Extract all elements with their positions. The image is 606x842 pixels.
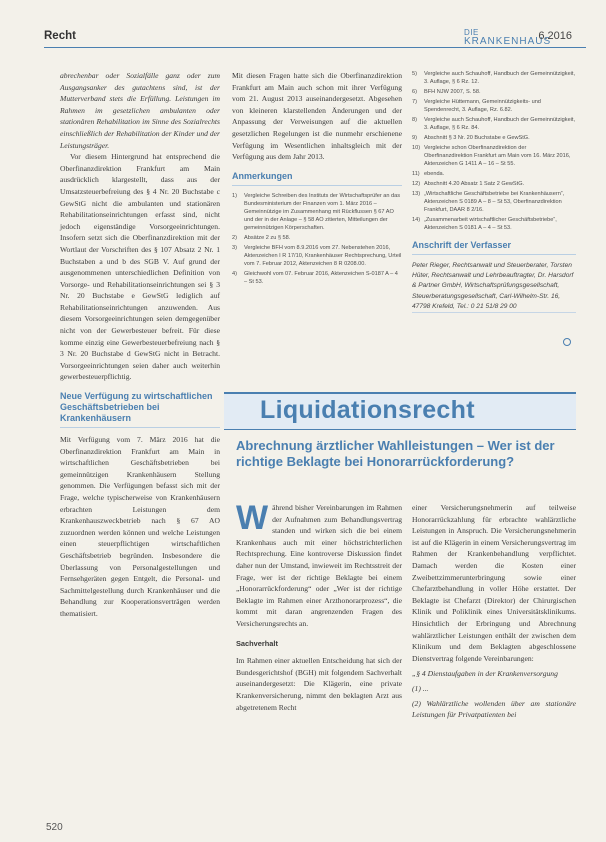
note-item: 14) „Zusammenarbeit wirtschaftlicher Geschäftsbetriebe“, Aktenzeichen S 0181 A – 4 – St 53. [412,217,557,231]
quote-line: „§ 4 Dienstaufgaben in der Krankenversorgung [412,669,558,679]
note-item: 11) ebenda. [412,171,445,177]
note-item: 5) Vergleiche auch Schauhoff, Handbuch der Gemeinnützigkeit, 3. Auflage, § 6 Rz. 12. [412,71,576,85]
left-column [60,70,220,620]
paragraph: Mit diesen Fragen hatte sich die Oberfinanzdirektion Frankfurt am Main auch schon mit ihrer Verfügung vom 21. August 2013 auseinandergesetzt. Abgesehen von kleineren klarstellenden Änderungen und der Anpassung der Verweisungen auf die aktuellen gesetzlichen Regelungen ist die nunmehr erschienene Verfügung im Wesentlichen inhaltsgleich mit der Verfügung aus dem Jahr 2013. [232,71,402,162]
end-mark-icon [563,338,571,346]
logo-big: KRANKENHAUS [464,36,552,47]
section-band [224,392,576,430]
note-item: 2) Absätze 2 zu § 58. [232,234,291,241]
note-item: 13) „Wirtschaftliche Geschäftsbetriebe bei Krankenhäusern“, Aktenzeichen S 0189 A – 8 – St 53, Oberfinanzdirektion Frankfurt, DAAR 8 2/16. [412,191,565,213]
authors-title: Anschrift der Verfasser [412,240,576,255]
issue-number: 6.2016 [538,30,572,42]
sachverhalt-heading: Sachverhalt [236,638,278,648]
dropcap: W [236,499,269,537]
note-item: 8) Vergleiche auch Schauhoff, Handbuch der Gemeinnützigkeit, 3. Auflage, § 6 Rz. 84. [412,117,576,131]
notes-title: Anmerkungen [232,171,402,186]
article-headline: Abrechnung ärztlicher Wahlleistungen – Wer ist der richtige Beklagte bei Honorarrückforderung? [236,438,555,469]
authors-text: Peter Rieger, Rechtsanwalt und Steuerberater, Torsten Hüter, Rechtsanwalt und Lehrbeauftragter, Dr. Harsdorf & Partner GmbH, Wirtschaftsprüfungsgesellschaft, Steuerberatungsgesellschaft, Carl-Wilhelm-Str. 16, 47798 Krefeld, Tel.: 0 21 51/8 29 00 [412,261,576,313]
article-column-right [412,502,576,721]
notes-list [232,192,402,286]
quote-line: (1) ... [412,683,429,693]
note-item: 7) Vergleiche Hüttemann, Gemeinnützigkeits- und Spendenrecht, 3. Auflage, Rz. 6.82. [412,99,541,113]
note-item: 6) BFH NJW 2007, S. 58. [412,89,481,95]
note-item: 9) Abschnitt § 3 Nr. 20 Buchstabe e GewStG. [412,135,530,141]
note-item: 1) Vergleiche Schreiben des Instituts der Wirtschaftsprüfer an das Bundesministerium der Finanzen vom 1. März 2016 – Gemeinnützige im Zusammenhang mit Rückflussen § 67 AO und der in der Anlage – § 58 AO zitierten, Mitteilungen der gemeinnützigen Körperschaften. [232,192,401,231]
section-title: Recht [44,30,76,42]
note-item: 10) Vergleiche schon Oberfinanzdirektion der Oberfinanzdirektion Frankfurt am Main vom 16. März 2016, Aktenzeichen G 1411 A – 16 – St 55. [412,145,571,167]
article-intro: Während bisher Vereinbarungen im Rahmen der Aufnahmen zum Behandlungsvertrag standen und wirken sich die bei einem Krankenhaus auch mit einer höchstrichterlichen Rechtsprechung. Eine kontroverse Diskussion findet daher nun der Umstand, inwieweit im Rechtsstreit der Frage, wer ist der richtige Beklagte bei einem „Honorarrückforderung“ oder „Wer ist der richtige Beklagte im Rahmen einer Arzthonorarprozess“, die kommt mit daran angrenzenden Fragen des Versicherungsrechts an. [236,499,402,628]
subheading: Neue Verfügung zu wirtschaftlichen Geschäftsbetrieben bei Krankenhäusern [60,391,220,428]
notes-list [412,70,576,232]
middle-column [232,70,402,288]
quote-line: (2) Wahlärztliche wollenden über am stationäre Leistungen für Privatpatienten bei [412,698,576,720]
band-title: Liquidationsrecht [260,396,475,424]
note-item: 12) Abschnitt 4.20 Absatz 1 Satz 2 GewStG. [412,181,525,187]
note-item: 4) Gleichwohl vom 07. Februar 2016, Aktenzeichen S-0187 A – 4 – St 53. [232,270,398,285]
article-column-left [236,499,402,713]
paragraph: einer Versicherungsnehmerin auf teilweise Honorarrückzahlung für erbrachte wahlärztliche Leistungen in Anspruch. Die Versicherungsnehmerin ist auf die Klägerin in einem Versicherungsvertrag im Rahmen der Krankenbehandlung verpflichtet. Damach werden die Kosten einer Zweibettzimmerunterbringung sowie einer Chefarztbehandlung in voller Höhe erstattet. Der Beklagte ist Chefarzt (Direktor) der Chirurgischen Klinik und Poliklinik eines Universitätsklinikums. Hinsichtlich der Erbringung und Abrechnung wahlärztlicher Leistungen enthält der zwischen dem Klinikum und dem Beklagten abgeschlossene Dienstvertrag folgende Vereinbarungen: [412,503,576,663]
page-header [44,28,586,48]
right-column [412,70,576,313]
logo-small: DIE [464,28,479,37]
paragraph: abrechenbar oder Sozialfälle ganz oder zum Ausgangsanker des gutachtens sind, ist der Mutterverband stets die Erfüllung. Leistungen im Rahmen im gesetzlichen ambulanten oder stationären Rehabilitation im Sinne des Sozialrechts einschließlich der Rehabilitation der Kinder und der Leistungsträger. [60,71,220,150]
authors-address [412,261,576,313]
note-item: 3) Vergleiche BFH vom 8.9.2016 vom 27. Nebenstehen 2016, Aktenzeichen I R 17/10, Krankenhäuser Rechtsprechung, Urteil vom 7. Februar 2012, Aktenzeichen 8 R 0208.00. [232,244,402,267]
page-number: 520 [46,822,63,833]
paragraph: Vor diesem Hintergrund hat entsprechend die Oberfinanzdirektion Frankfurt am Main ausdrücklich klargestellt, dass aus der Umsatzsteuerbefreiung des § 4 Nr. 20 Buchstabe c GewStG nicht die ambulanten und stationären Rehabilitationseinrichtungen erfasst sind, nicht jedoch eigenständige Vorsorgeeinrichtungen. Insofern setzt sich die Oberfinanzdirektion mit der Wortlaut der Vorschriften des § 107 Absatz 2 Nr. 1 Buchstaben a und b des SGB V. Auf grund der ausgenommenen unterschiedlichen Definition von Vorsorge- und Rehabilitationseinrichtungen sei § 3 Nr. 20 Buchstabe e GewStG lediglich auf Rehabilitationseinrichtungen anzuwenden. Aus diesem Vorsorgeeinrichtungen seien demgegenüber nicht von der Gewerbesteuer befreit. Für diese komme einzig eine Gewerbesteuerbefreiung nach § 3 Nr. 20 Buchstabe d GewStG nicht in Betracht. Vorsorgeeinrichtungen seien daher auch weiterhin gewerbesteuerpflichtig. [60,152,220,382]
paragraph: Im Rahmen einer aktuellen Entscheidung hat sich der Bundesgerichtshof (BGH) mit folgendem Sachverhalt auseinandergesetzt: Die Klägerin, eine private Krankenversicherung, nimmt den beklagten Arzt aus abgetretenem Recht [236,656,402,712]
paragraph: Mit Verfügung vom 7. März 2016 hat die Oberfinanzdirektion Frankfurt am Main in wirtschaftlichen Geschäftsbetrieben bei gemeinnützigen Krankenhäusern Stellung genommen. Die Verfügungen befasst sich mit der Frage, welche typischerweise von Krankenhäusern erbrachten Leistungen dem Krankenhauszweckbetrieb nach § 67 AO zuzuordnen werden können und welche Leistungen einen steuerpflichtigen wirtschaftlichen Geschäftsbetrieb begründen. Insbesondere die Überlassung von Personalgestellungen und Fernsehgeräten gegen Entgelt, die Personal- und Sachmittelgestellung durch Krankenhäuser und die Behandlung zur Kooperationsverträgen werden thematisiert. [60,435,220,618]
